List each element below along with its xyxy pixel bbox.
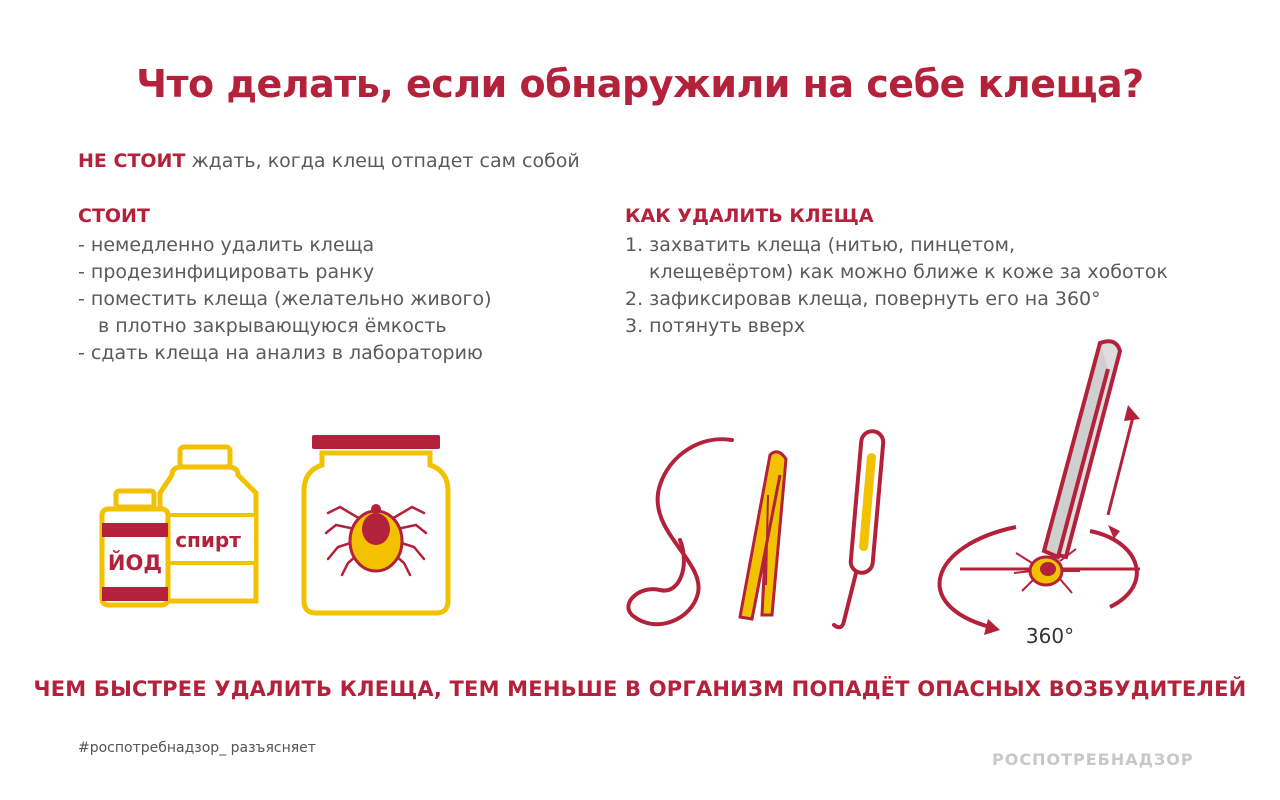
list-item: - сдать клеща на анализ в лабораторию (78, 342, 483, 364)
list-item: в плотно закрывающуюся ёмкость (98, 315, 447, 337)
list-item: - продезинфицировать ранку (78, 261, 375, 283)
alcohol-label: спирт (175, 528, 241, 552)
iodine-label: ЙОД (107, 551, 163, 575)
should-heading: СТОИТ (78, 205, 150, 227)
brand-logo: РОСПОТРЕБНАДЗОР (992, 750, 1194, 769)
removal-illustration (620, 335, 1160, 645)
thread-icon (628, 439, 732, 624)
tick-twister-icon (834, 430, 884, 627)
arrow-up-icon (1108, 405, 1140, 515)
alcohol-bottle-icon (160, 447, 256, 601)
warning-line (78, 150, 580, 172)
bottom-message: ЧЕМ БЫСТРЕЕ УДАЛИТЬ КЛЕЩА, ТЕМ МЕНЬШЕ В ОРГАНИЗМ ПОПАДЁТ ОПАСНЫХ ВОЗБУДИТЕЛЕЙ (33, 677, 1247, 701)
list-item: 3. потянуть вверх (625, 315, 806, 337)
tweezers-icon (740, 452, 786, 619)
how-heading: КАК УДАЛИТЬ КЛЕЩА (625, 205, 874, 227)
should-list (78, 232, 492, 367)
list-item: 1. захватить клеща (нитью, пинцетом, (625, 234, 1016, 256)
hashtag: #роспотребнадзор_ разъясняет (78, 740, 316, 756)
list-item: - поместить клеща (желательно живого) (78, 288, 492, 310)
large-tweezers-icon (1044, 341, 1120, 557)
tick-icon (1014, 549, 1080, 593)
warning-emphasis: НЕ СТОИТ (78, 150, 186, 172)
warning-text: ждать, когда клещ отпадет сам собой (185, 150, 580, 172)
how-list (625, 232, 1168, 340)
list-item: клещевёртом) как можно ближе к коже за хоботок (649, 261, 1168, 283)
iodine-bottle-icon (102, 491, 168, 605)
rotation-label: 360° (1025, 624, 1075, 645)
page-title: Что делать, если обнаружили на себе клеща? (136, 62, 1144, 106)
list-item: 2. зафиксировав клеща, повернуть его на 360° (625, 288, 1101, 310)
disinfection-illustration (90, 425, 470, 625)
list-item: - немедленно удалить клеща (78, 234, 375, 256)
